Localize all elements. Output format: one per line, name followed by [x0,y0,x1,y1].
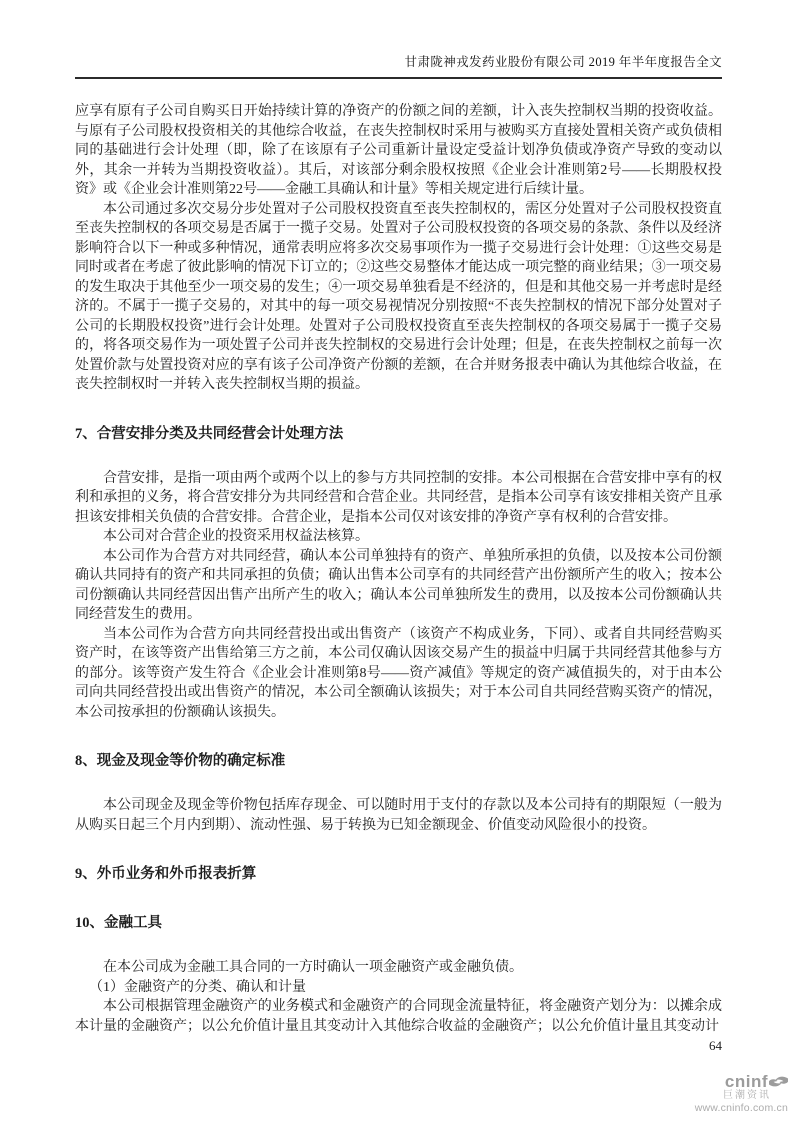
paragraph-s10-2: （1）金融资产的分类、确认和计量 [89,979,306,995]
header-title: 甘肃陇神戎发药业股份有限公司 2019 年半年度报告全文 [404,55,722,69]
paragraph-s10-3: 本公司根据管理金融资产的业务模式和金融资产的合同现金流量特征，将金融资产划分为：以摊余成本计量的金融资产；以公允价值计量且其变动计入其他综合收益的金融资产；以公允价值计量且其变动计 [75,999,722,1034]
page-number: 64 [709,1038,722,1053]
paragraph-s7-2: 本公司对合营企业的投资采用权益法核算。 [103,529,369,544]
section-heading-10: 10、金融工具 [75,915,162,931]
logo-url: www.cninfo.com.cn [694,1102,788,1115]
paragraph-s8-1: 本公司现金及现金等价物包括库存现金、可以随时用于支付的存款以及本公司持有的期限短（一般为从购买日起三个月内到期）、流动性强、易于转换为已知金额现金、价值变动风险很小的投资。 [75,798,722,833]
section-heading-7: 7、合营安排分类及共同经营会计处理方法 [75,425,344,442]
logo-subtitle: 巨潮资讯 [723,1090,771,1102]
paragraph-s7-3: 本公司作为合营方对共同经营，确认本公司单独持有的资产、单独所承担的负债，以及按本公司份额确认共同持有的资产和共同承担的负债；确认出售本公司享有的共同经营产出份额所产生的收入；按本公司份额确认共同经营因出售产出所产生的收入；确认本公司单独所发生的费用，以及按本公司份额确认共同经营发生的费用。 [75,548,722,622]
paragraph-s7-4: 当本公司作为合营方向共同经营投出或出售资产（该资产不构成业务，下同）、或者自共同经营购买资产时，在该等资产出售给第三方之前，本公司仅确认因该交易产生的损益中归属于共同经营其他参与方的部分。该等资产发生符合《企业会计准则第8号——资产减值》等规定的资产减值损失的，对于由本公司向共同经营投出或出售资产的情况，本公司全额确认该损失；对于本公司自共同经营购买资产的情况，本公司按承担的份额确认该损失。 [75,626,722,720]
logo-brand-row [695,1072,788,1091]
section-heading-8: 8、现金及现金等价物的确定标准 [75,753,286,769]
paragraph-continuation: 应享有原有子公司自购买日开始持续计算的净资产的份额之间的差额，计入丧失控制权当期的投资收益。与原有子公司股权投资相关的其他综合收益，在丧失控制权时采用与被购买方直接处置相关资产或负债相同的基础进行会计处理（即，除了在该原有子公司重新计量设定受益计划净负债或净资产导致的变动以外，其余一并转为当期投资收益）。其后，对该部分剩余股权按照《企业会计准则第2号——长期股权投资》或《企业会计准则第22号——金融工具确认和计量》等相关规定进行后续计量。 [75,104,722,197]
paragraph-s7-1: 合营安排，是指一项由两个或两个以上的参与方共同控制的安排。本公司根据在合营安排中享有的权利和承担的义务，将合营安排分为共同经营和合营企业。共同经营，是指本公司享有该安排相关资产且承担该安排相关负债的合营安排。合营企业，是指本公司仅对该安排的净资产享有权利的合营安排。 [75,470,722,525]
header-rule [75,77,722,79]
logo-brand: cninf [724,1071,768,1091]
paragraph-s10-1: 在本公司成为金融工具合同的一方时确认一项金融资产或金融负债。 [103,960,523,975]
page-header [0,0,793,79]
document-body [0,102,793,1036]
paragraph-multi-step-disposal: 本公司通过多次交易分步处置对子公司股权投资直至丧失控制权的，需区分处置对子公司股权投资直至丧失控制权的各项交易是否属于一揽子交易。处置对子公司股权投资的各项交易的条款、条件以及经济影响符合以下一种或多种情况，通常表明应将多次交易事项作为一揽子交易进行会计处理：①这些交易是同时或者在考虑了彼此影响的情况下订立的；②这些交易整体才能达成一项完整的商业结果；③一项交易的发生取决于其他至少一项交易的发生；④一项交易单独看是不经济的，但是和其他交易一并考虑时是经济的。不属于一揽子交易的，对其中的每一项交易视情况分别按照“不丧失控制权的情况下部分处置对子公司的长期股权投资”进行会计处理。处置对子公司股权投资直至丧失控制权的各项交易属于一揽子交易的，将各项交易作为一项处置子公司并丧失控制权的交易进行会计处理；但是，在丧失控制权之前每一次处置价款与处置投资对应的享有该子公司净资产份额的差额，在合并财务报表中确认为其他综合收益，在丧失控制权时一并转入丧失控制权当期的损益。 [75,201,722,392]
swirl-icon [769,1072,788,1091]
cninfo-logo [695,1072,788,1115]
section-heading-9: 9、外币业务和外币报表折算 [75,866,257,882]
